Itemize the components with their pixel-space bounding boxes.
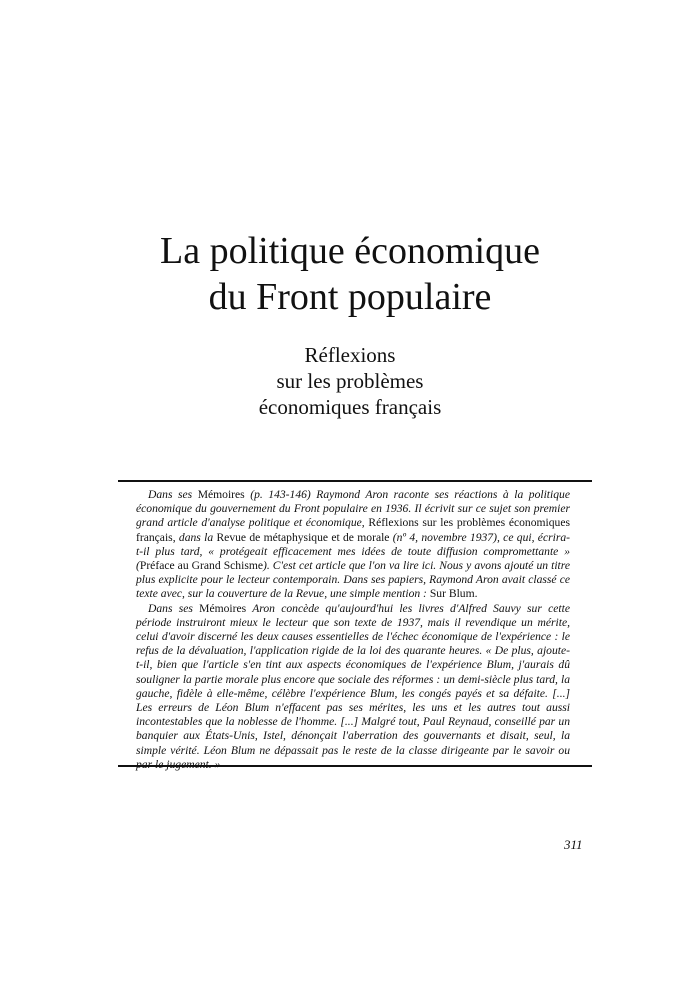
- text-run: (p. 143-146) Raymond Aron raconte ses réactions à la politique économique du gouvernement du Front populaire en 1936. Il écrivit sur ce sujet son premier grand article d'analyse politique et économique,: [136, 488, 570, 530]
- note-paragraph-1: [136, 488, 570, 602]
- text-run: Mémoires: [199, 601, 247, 615]
- text-run: Réflexions sur les problèmes économiques français,: [136, 516, 571, 544]
- title-line-2: du Front populaire: [208, 276, 492, 318]
- text-run: (nº 4, novembre 1937), ce qui, écrira-t-il plus tard, « protégeait efficacement mes idées de toute diffusion compromettante » (: [136, 530, 570, 573]
- text-run: Aron concède qu'aujourd'hui les livres d'Alfred Sauvy sur cette période instruiront mieux le lecteur que son texte de 1937, mais il revendique un mérite, celui d'avoir discerné les deux causes essentielles de l'échec économique de l'expérience : le refus de la dévaluation, l'application rigide de la loi des quarante heures. « De plus, ajoute-t-il, bien que l'article s'en tint aux aspects économiques de l'expérience Blum, j'aurais dû souligner la partie morale plus encore que sociale des réformes : un demi-siècle plus tard, la gauche, fidèle à elle-même, célèbre l'expérience Blum, les congés payés et sa défaite. [...] Les erreurs de Léon Blum n'effacent pas ses mérites, les uns et les autres tout aussi incontestables que la noblesse de l'homme. [...] Malgré tout, Paul Reynaud, conseillé par un banquier aux États-Unis, Istel, dénonçait l'aberration des gouvernants et disait, seul, la simple vérité. Léon Blum ne dépassait pas le reste de la classe dirigeante par le savoir ou: [136, 601, 570, 757]
- text-run: dans la: [175, 530, 217, 544]
- text-run: Sur Blum.: [429, 587, 478, 601]
- text-run: Dans ses: [148, 601, 200, 615]
- bottom-rule: [118, 765, 592, 767]
- note-paragraph-2: [136, 602, 570, 772]
- subtitle-line-2: sur les problèmes: [276, 369, 424, 393]
- article-subtitle: [0, 342, 700, 420]
- subtitle-line-1: Réflexions: [304, 343, 396, 367]
- text-run: Revue de métaphysique et de morale: [216, 530, 390, 544]
- text-run: Dans ses: [148, 488, 198, 501]
- text-run: ). C'est cet article que l'on va lire ici. Nous y avons ajouté un titre plus explicite pour le lecteur contemporain. Dans ses papiers, Raymond Aron avait classé ce texte avec, sur la couverture de la Revue, une simple mention :: [136, 559, 570, 601]
- text-run: Préface au Grand Schisme: [139, 559, 263, 573]
- editorial-note: [136, 488, 570, 772]
- article-title: [0, 228, 700, 320]
- title-line-1: La politique économique: [160, 230, 540, 272]
- text-run: Mémoires: [197, 488, 245, 501]
- page-number: 311: [564, 837, 583, 852]
- top-rule: [118, 480, 592, 482]
- subtitle-line-3: économiques français: [258, 395, 442, 419]
